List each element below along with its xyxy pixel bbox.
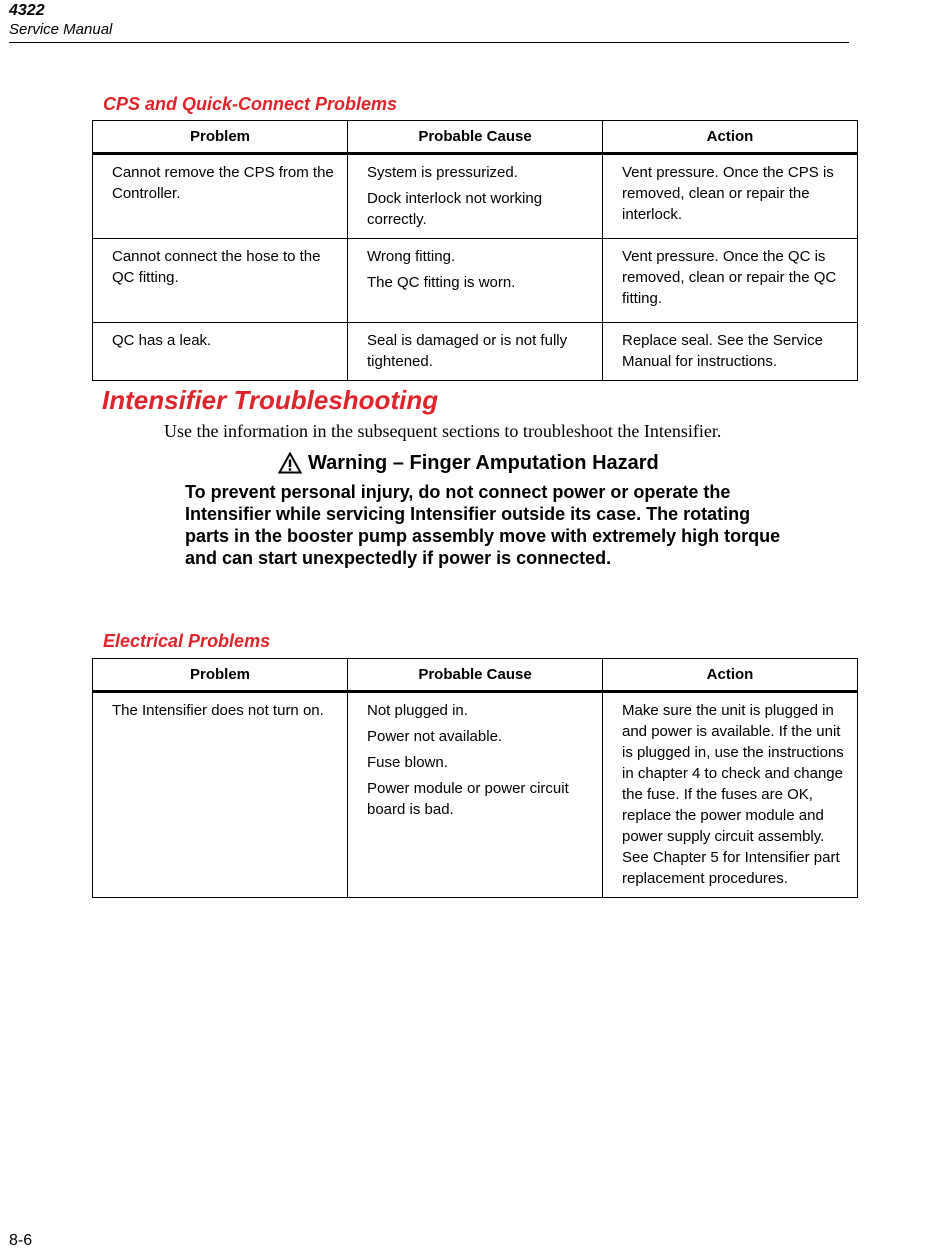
cause-item: Dock interlock not working correctly. xyxy=(367,190,543,228)
column-header-probable-cause: Probable Cause xyxy=(348,659,603,692)
cause-item: Seal is damaged or is not fully tightened. xyxy=(367,332,568,370)
cause-item: Power not available. xyxy=(367,728,503,745)
warning-body: To prevent personal injury, do not connect power or operate the Intensifier while servicing Intensifier outside its case. The rotating parts in the booster pump assembly move with extremely high torque and can start unexpectedly if power is connected. xyxy=(185,482,781,568)
column-header-probable-cause: Probable Cause xyxy=(348,121,603,154)
cps-troubleshooting-table xyxy=(92,120,858,381)
problem-text: Cannot remove the CPS from the Controller. xyxy=(112,164,334,202)
cause-item: Power module or power circuit board is bad. xyxy=(367,780,569,818)
column-header-problem: Problem xyxy=(93,121,348,154)
action-cell xyxy=(603,239,858,323)
action-cell xyxy=(603,323,858,381)
page-header xyxy=(9,2,849,43)
problem-cell xyxy=(93,154,348,239)
problem-cell xyxy=(93,323,348,381)
problem-cell xyxy=(93,692,348,898)
column-header-problem: Problem xyxy=(93,659,348,692)
intro-paragraph: Use the information in the subsequent sections to troubleshoot the Intensifier. xyxy=(164,421,722,441)
cause-cell xyxy=(348,154,603,239)
warning-triangle-icon xyxy=(278,452,302,474)
problem-cell xyxy=(93,239,348,323)
action-text: Vent pressure. Once the QC is removed, clean or repair the QC fitting. xyxy=(622,248,837,307)
cause-item: Not plugged in. xyxy=(367,702,468,719)
table-header-row xyxy=(93,121,858,154)
cause-cell xyxy=(348,239,603,323)
cps-section-heading: CPS and Quick-Connect Problems xyxy=(103,94,398,114)
table-header-row xyxy=(93,659,858,692)
problem-text: Cannot connect the hose to the QC fitting. xyxy=(112,248,321,286)
table-row xyxy=(93,239,858,323)
page-number: 8-6 xyxy=(9,1232,33,1249)
cause-item: System is pressurized. xyxy=(367,164,518,181)
cause-item: Wrong fitting. xyxy=(367,248,456,265)
column-header-action: Action xyxy=(603,121,858,154)
cause-cell xyxy=(348,323,603,381)
cause-item: Fuse blown. xyxy=(367,754,448,771)
table-row xyxy=(93,692,858,898)
problem-text: QC has a leak. xyxy=(112,332,212,349)
doc-title: Service Manual xyxy=(9,21,113,38)
action-text: Vent pressure. Once the CPS is removed, clean or repair the interlock. xyxy=(622,164,834,223)
cause-item: The QC fitting is worn. xyxy=(367,274,516,291)
column-header-action: Action xyxy=(603,659,858,692)
action-text: Make sure the unit is plugged in and power is available. If the unit is plugged in, use the instructions in chapter 4 to check and change the fuse. If the fuses are OK, replace the power module and power supply circuit assembly. See Chapter 5 for Intensifier part replacement procedures. xyxy=(622,702,844,887)
problem-text: The Intensifier does not turn on. xyxy=(112,702,324,719)
warning-title xyxy=(278,450,659,476)
electrical-section-heading: Electrical Problems xyxy=(103,631,271,651)
doc-number: 4322 xyxy=(9,2,45,19)
cause-cell xyxy=(348,692,603,898)
table-row xyxy=(93,323,858,381)
table-row xyxy=(93,154,858,239)
electrical-troubleshooting-table xyxy=(92,658,858,898)
intensifier-heading: Intensifier Troubleshooting xyxy=(102,385,439,415)
action-cell xyxy=(603,154,858,239)
action-text: Replace seal. See the Service Manual for instructions. xyxy=(622,332,823,370)
action-cell xyxy=(603,692,858,898)
warning-title-text: Warning – Finger Amputation Hazard xyxy=(308,452,659,474)
